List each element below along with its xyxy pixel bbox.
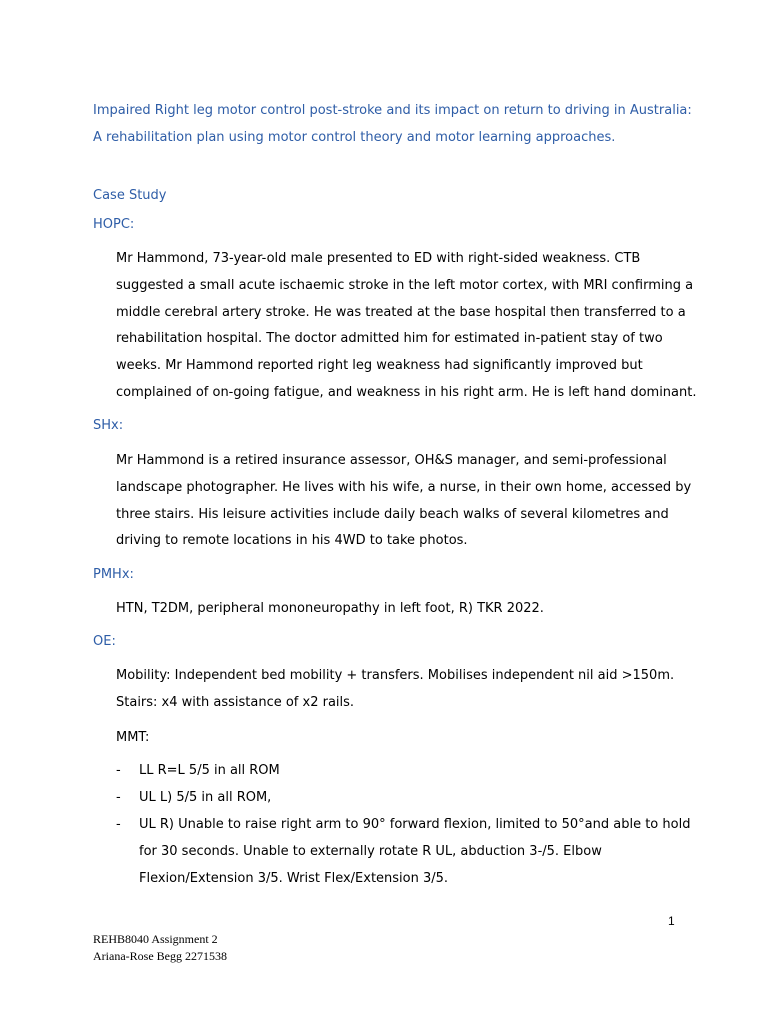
list-item-line: Flexion/Extension 3/5. Wrist Flex/Extension 3/5.: [139, 870, 449, 886]
paragraph-line: Mobility: Independent bed mobility + transfers. Mobilises independent nil aid >150m.: [116, 668, 675, 683]
list-item-line: UL L) 5/5 in all ROM,: [139, 790, 272, 805]
paragraph-line: weeks. Mr Hammond reported right leg weakness had significantly improved but: [116, 358, 643, 374]
paragraph-line: driving to remote locations in his 4WD to take photos.: [116, 533, 468, 549]
paragraph-line: Mr Hammond, 73-year-old male presented to ED with right-sided weakness. CTB: [116, 251, 641, 266]
oe-heading: OE:: [93, 634, 116, 649]
paragraph-line: landscape photographer. He lives with his wife, a nurse, in their own home, accessed by: [116, 479, 692, 495]
mmt-label-text: MMT:: [116, 730, 150, 745]
mmt-label: [116, 725, 676, 752]
paragraph-line: HTN, T2DM, peripheral mononeuropathy in left foot, R) TKR 2022.: [116, 601, 544, 616]
document-title-line-2: A rehabilitation plan using motor control theory and motor learning approaches.: [93, 130, 616, 145]
list-item-line: LL R=L 5/5 in all ROM: [139, 763, 280, 778]
shx-heading: SHx:: [93, 418, 124, 433]
bullet-marker: -: [116, 790, 121, 805]
page-number: 1: [668, 914, 675, 928]
paragraph-line: complained of on-going fatigue, and weakness in his right arm. He is left hand dominant.: [116, 384, 697, 400]
bullet-marker: -: [116, 763, 121, 778]
hopc-heading: HOPC:: [93, 217, 135, 232]
pmhx-paragraph: [116, 596, 676, 623]
paragraph-line: three stairs. His leisure activities include daily beach walks of several kilometres and: [116, 506, 669, 522]
paragraph-line: Stairs: x4 with assistance of x2 rails.: [116, 694, 355, 710]
list-item-text: [139, 758, 684, 785]
bullet-marker: -: [116, 817, 121, 832]
footer-course-line: REHB8040 Assignment 2: [93, 932, 218, 946]
list-item-line: UL R) Unable to raise right arm to 90° forward flexion, limited to 50°and able to hold: [139, 817, 691, 832]
paragraph-line: middle cerebral artery stroke. He was treated at the base hospital then transferred to a: [116, 304, 686, 320]
paragraph-line: rehabilitation hospital. The doctor admitted him for estimated in-patient stay of two: [116, 331, 663, 347]
shx-paragraph: [116, 448, 692, 555]
paragraph-line: suggested a small acute ischaemic stroke in the left motor cortex, with MRI confirming a: [116, 277, 694, 293]
hopc-paragraph: [116, 246, 697, 407]
oe-mobility-paragraph: [116, 663, 676, 717]
list-item-line: for 30 seconds. Unable to externally rotate R UL, abduction 3-/5. Elbow: [139, 843, 602, 859]
list-item-text: [139, 785, 684, 812]
list-item-text: [139, 812, 691, 892]
pmhx-heading: PMHx:: [93, 567, 134, 582]
paragraph-line: Mr Hammond is a retired insurance assessor, OH&S manager, and semi-professional: [116, 453, 667, 468]
document-title-line-1: Impaired Right leg motor control post-stroke and its impact on return to driving in Australia:: [93, 103, 692, 118]
footer-author-line: Ariana-Rose Begg 2271538: [93, 949, 227, 963]
case-study-heading: Case Study: [93, 188, 167, 203]
